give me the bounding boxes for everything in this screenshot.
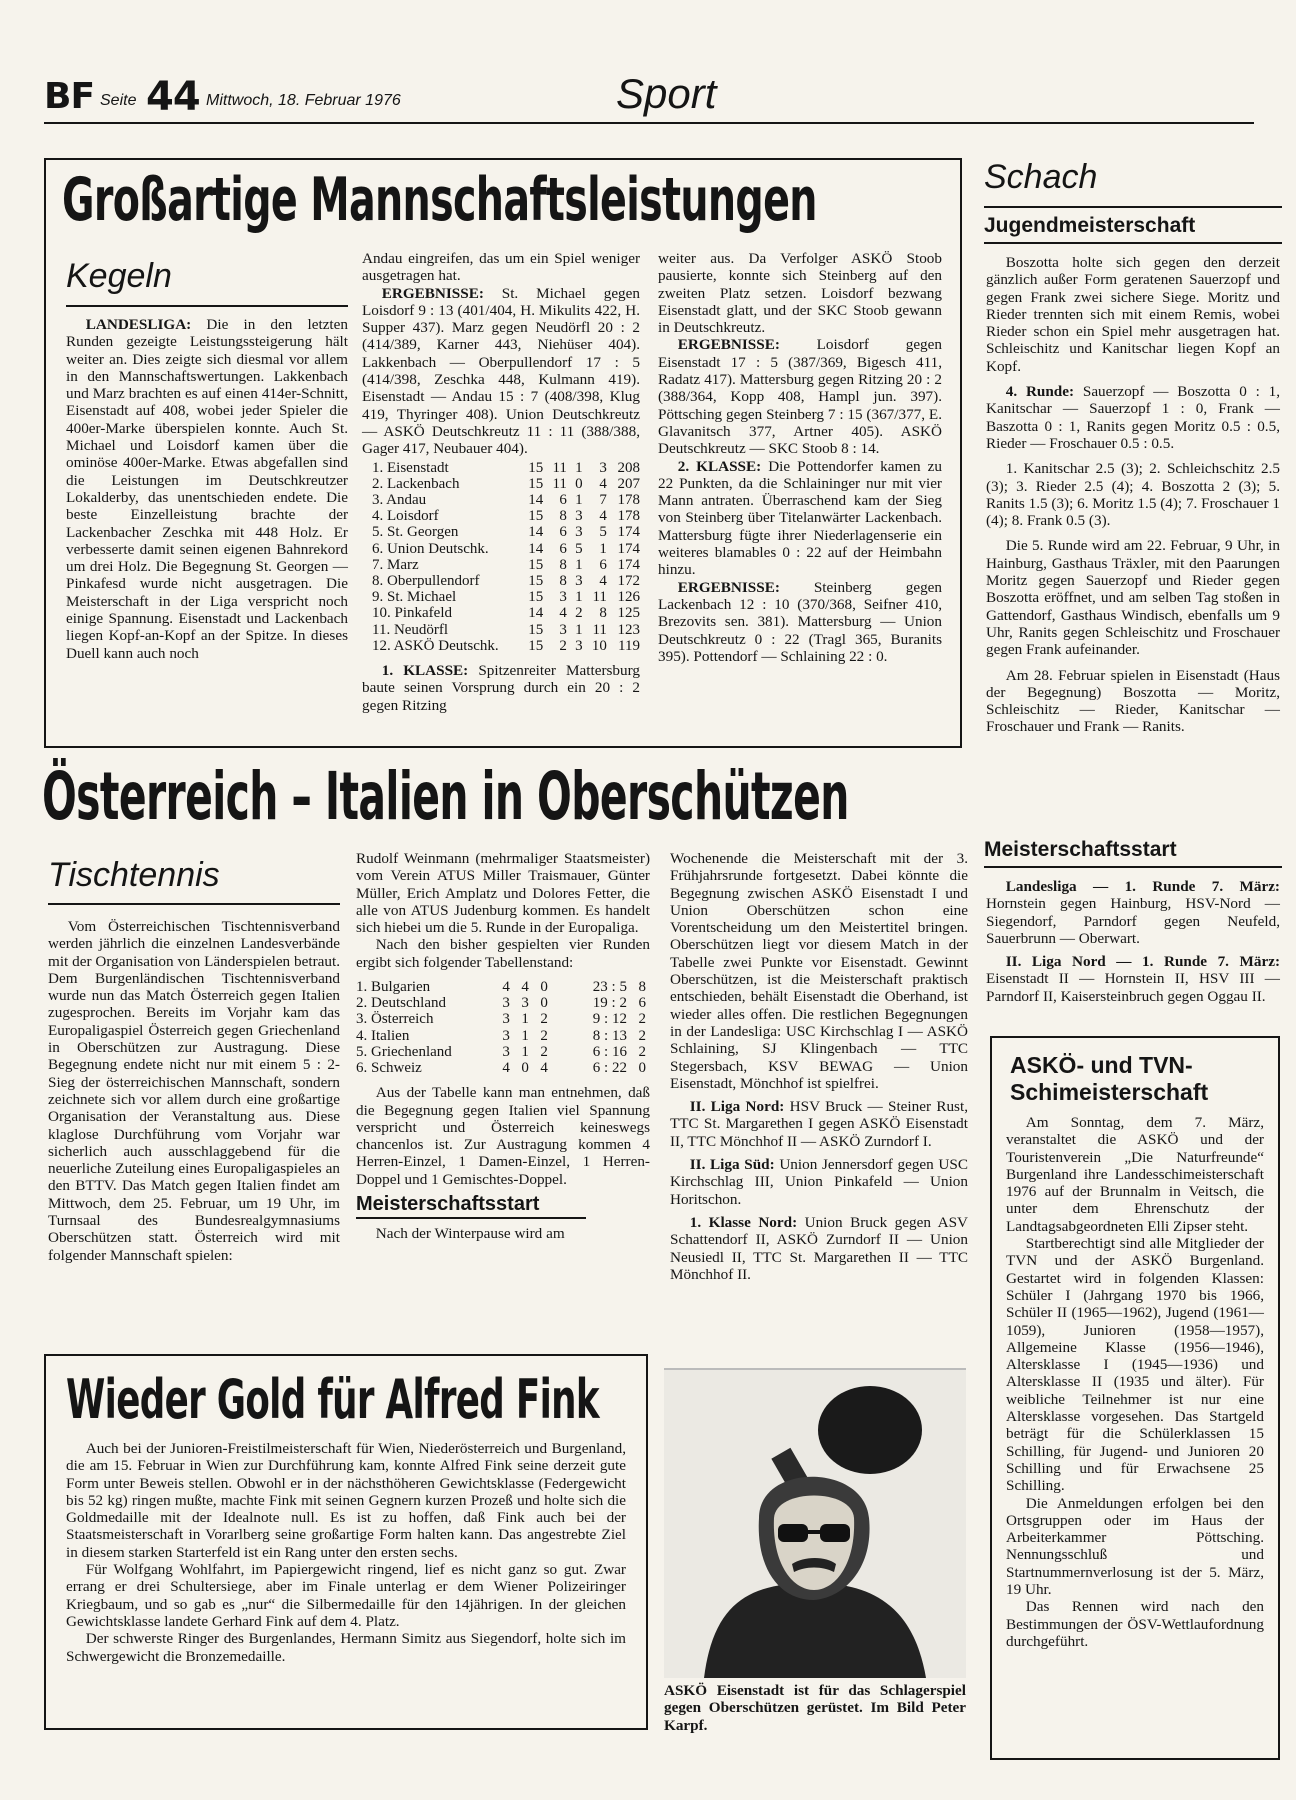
page-number: 44 xyxy=(146,74,200,120)
ergebnisse-lead-1: ERGEBNISSE: xyxy=(381,284,484,302)
tt-col2 xyxy=(356,850,650,1243)
value-cell: 2 xyxy=(540,1011,548,1028)
schach-liga-nord-text: Eisenstadt II — Hornstein II, HSV III — Parndorf II, Kaisersteinbruch gegen Oggau II. xyxy=(986,970,1280,1005)
value-cell: 6 : 22 xyxy=(592,1060,627,1077)
value-cell: 126 xyxy=(617,589,640,606)
value-cell: 23 : 5 xyxy=(592,979,627,996)
team-name-cell: 5. St. Georgen xyxy=(372,524,459,541)
value-cell: 6 xyxy=(559,524,567,541)
value-cell: 14 xyxy=(528,605,544,622)
ski-p3: Die Anmeldungen erfolgen bei den Ortsgruppen oder im Haus der Arbeiterkammer Pöttsching. Nennungsschluß und Startnummernverlosung ist der 5. März, 19 Uhr. xyxy=(1006,1494,1264,1599)
value-cell: 5 xyxy=(599,524,607,541)
value-cell: 4 xyxy=(502,1060,510,1077)
kegeln-col2-intro: Andau eingreifen, das um ein Spiel weniger ausgetragen hat. xyxy=(362,250,640,285)
tt-col1-text: Vom Österreichischen Tischtennisverband werden jährlich die einzelnen Landesverbände mit der Organisation von Länderspielen betraut. Dem Burgenländischen Tischtennisverband wurde nun das Match Österreich gegen Italien zugesprochen. Bereits im Vorjahr kam das Europaligaspiel Österreich gegen Griechenland in Oberschützen zur Austragung. Diese Begegnung endete nicht nur mit einem 5 : 2-Sieg der österreichischen Mannschaft, sondern zeichnete sich vor allem durch eine großartige Organisation der Veranstaltung aus. Diese klaglose Durchführung vom Vorjahr war sicherlich auch ausschlaggebend für die neuerliche Zuteilung eines Europaligaspieles an den BTTV. Das Match gegen Italien findet am Mittwoch, dem 25. Februar, um 19 Uhr, im Turnsaal des Bundesrealgymnasiums Oberschützen statt. Österreich wird mit folgender Mannschaft spielen: xyxy=(48,918,340,1264)
value-cell: 1 xyxy=(575,589,583,606)
value-cell: 3 xyxy=(575,637,583,654)
table-row xyxy=(356,1060,646,1076)
table-row xyxy=(372,638,640,654)
value-cell: 3 xyxy=(575,572,583,589)
value-cell: 174 xyxy=(617,556,640,573)
schach-sub-meisterschaft: Meisterschaftsstart xyxy=(984,838,1177,861)
value-cell: 1 xyxy=(521,1011,529,1028)
value-cell: 178 xyxy=(617,508,640,525)
tt-klasse-nord-text: Union Bruck gegen ASV Schattendorf II, ASKÖ Zurndorf II — Union Neusiedl II, TTC St. Margarethen II — TTC Mönchhof II. xyxy=(670,1213,968,1283)
value-cell: 4 xyxy=(540,1060,548,1077)
ski-headline: ASKÖ- und TVN-Schimeisterschaft xyxy=(1010,1052,1209,1105)
value-cell: 208 xyxy=(617,459,640,476)
value-cell: 8 xyxy=(559,556,567,573)
team-name-cell: 9. St. Michael xyxy=(372,589,457,606)
schach-landesliga-lead: Landesliga — 1. Runde 7. März: xyxy=(1005,878,1280,895)
value-cell: 6 xyxy=(559,540,567,557)
ski-p1: Am Sonntag, dem 7. März, veranstaltet die ASKÖ und der Touristenverein „Die Naturfreunde“ Burgenland ihre Landesschimeisterschaft 1976 auf der Brunnalm in Veitsch, die unter dem Ehrenschutz der Landtagsabgeordneten Elli Zipser steht. xyxy=(1006,1114,1264,1235)
table-row xyxy=(356,995,646,1011)
value-cell: 15 xyxy=(528,621,544,638)
value-cell: 2 xyxy=(638,1043,646,1060)
value-cell: 207 xyxy=(617,475,640,492)
table-row xyxy=(356,1044,646,1060)
value-cell: 11 xyxy=(552,459,567,476)
tt-liga-sued-lead: II. Liga Süd: xyxy=(689,1156,775,1174)
team-name-cell: 11. Neudörfl xyxy=(372,621,449,638)
value-cell: 6 xyxy=(638,995,646,1012)
value-cell: 15 xyxy=(528,508,544,525)
masthead-date: Mittwoch, 18. Februar 1976 xyxy=(206,92,401,109)
fink-headline: Wieder Gold für Alfred Fink xyxy=(66,1368,599,1431)
table-row xyxy=(372,524,640,540)
team-name-cell: 4. Loisdorf xyxy=(372,508,439,525)
tt-liga-sued-text: Union Jennersdorf gegen USC Kirchschlag III, Union Pinkafeld — Union Horitschon. xyxy=(670,1156,968,1208)
kegeln-col3-p1: weiter aus. Da Verfolger ASKÖ Stoob pausierte, konnte sich Steinberg auf den zweiten Platz setzen. Loisdorf bezwang Eisenstadt glatt, und der SKC Stoob gewann in Deutschkreutz. xyxy=(658,250,942,337)
table-row xyxy=(356,1028,646,1044)
table-row xyxy=(372,541,640,557)
tt-col2-p2: Nach den bisher gespielten vier Runden ergibt sich folgender Tabellenstand: xyxy=(356,936,650,971)
tt-col3 xyxy=(670,850,968,1283)
tt-col2-p3: Aus der Tabelle kann man entnehmen, daß die Begegnung gegen Italien viel Spannung verspricht und Österreich keineswegs chancenlos ist. Zur Austragung kommen 4 Herren-Einzel, 1 Damen-Einzel, 1 Herren-Doppel und 1 Gemischtes-Doppel. xyxy=(356,1084,650,1188)
schach-rule-3 xyxy=(984,866,1282,868)
value-cell: 19 : 2 xyxy=(592,995,627,1012)
klasse1-text: Spitzenreiter Mattersburg baute seinen Vorsprung durch ein 20 : 2 gegen Ritzing xyxy=(362,662,640,714)
value-cell: 3 xyxy=(502,1043,510,1060)
value-cell: 3 xyxy=(502,995,510,1012)
team-name-cell: 3. Österreich xyxy=(356,1011,434,1028)
ski-body xyxy=(1006,1114,1264,1650)
value-cell: 2 xyxy=(638,1011,646,1028)
ergebnisse-text-3: Steinberg gegen Lackenbach 12 : 10 (370/368, Seifner 410, Brezovits sen. 381). Mattersburg — Union Deutschkreutz 0 : 22 (Tragl 365, Buranits 395). Pottendorf — Schlaining 22 : 0. xyxy=(658,578,942,665)
team-name-cell: 12. ASKÖ Deutschk. xyxy=(372,637,499,654)
schach-p4: Die 5. Runde wird am 22. Februar, 9 Uhr, in Hainburg, Gasthaus Träxler, mit den Paarungen Moritz gegen Sauerzopf und Rieder gegen Boszotta eröffnet, und am selben Tag stoßen in Gattendorf, Gasthaus Windisch, ebenfalls um 9 Uhr, Ranits gegen Schleischitz und Froschauer gegen Frank aufeinander. xyxy=(986,537,1280,659)
value-cell: 0 xyxy=(575,475,583,492)
value-cell: 7 xyxy=(599,491,607,508)
value-cell: 6 : 16 xyxy=(592,1043,627,1060)
schach-p1: Boszotta holte sich gegen den derzeit gänzlich außer Form geratenen Sauerzopf und gegen Frank zwei sichere Siege. Moritz und Rieder trennten sich mit einem Remis, wobei Rieder schon ein Spiel mehr ausgetragen hat. Schleischitz und Kanitschar liegen Kopf an Kopf. xyxy=(986,254,1280,375)
value-cell: 15 xyxy=(528,637,544,654)
value-cell: 2 xyxy=(638,1027,646,1044)
value-cell: 8 xyxy=(559,508,567,525)
value-cell: 4 xyxy=(521,979,529,996)
value-cell: 4 xyxy=(502,979,510,996)
kegeln-section-title: Kegeln xyxy=(66,257,172,295)
value-cell: 9 : 12 xyxy=(592,1011,627,1028)
value-cell: 178 xyxy=(617,491,640,508)
value-cell: 0 xyxy=(540,995,548,1012)
ergebnisse-text-2: Loisdorf gegen Eisenstadt 17 : 5 (387/369, Bigesch 411, Radatz 417). Mattersburg gegen Ritzing 20 : 2 (388/364, Kopp 408, Hampl jun. 397). Pöttsching gegen Steinberg 7 : 15 (367/377, E. Glavanitsch 377, Artner 405). ASKÖ Deutschkreutz — SKC Stoob 8 : 14. xyxy=(658,336,942,458)
klasse2-lead: 2. KLASSE: xyxy=(677,457,762,475)
value-cell: 4 xyxy=(599,572,607,589)
fink-body xyxy=(66,1440,626,1665)
tt-liga-nord-lead: II. Liga Nord: xyxy=(689,1098,785,1116)
klasse1-lead: 1. KLASSE: xyxy=(381,662,469,679)
table-row xyxy=(372,492,640,508)
tt-liga-nord-text: HSV Bruck — Steiner Rust, TTC St. Margarethen I gegen ASKÖ Eisenstadt II, TTC Mönchhof II — ASKÖ Zurndorf I. xyxy=(670,1098,968,1150)
value-cell: 11 xyxy=(592,589,607,606)
value-cell: 14 xyxy=(528,540,544,557)
team-name-cell: 6. Union Deutschk. xyxy=(372,540,489,557)
value-cell: 4 xyxy=(559,605,567,622)
value-cell: 172 xyxy=(617,572,640,589)
kegeln-col1 xyxy=(66,316,348,662)
tt-section-title: Tischtennis xyxy=(48,856,220,894)
value-cell: 10 xyxy=(591,637,607,654)
team-name-cell: 7. Marz xyxy=(372,556,419,573)
value-cell: 3 xyxy=(575,524,583,541)
value-cell: 14 xyxy=(528,491,544,508)
masthead-rule xyxy=(44,122,1254,124)
masthead-section: Sport xyxy=(616,70,717,117)
schach-runde-lead: 4. Runde: xyxy=(1005,383,1075,401)
tt-table xyxy=(356,979,646,1076)
value-cell: 1 xyxy=(521,1027,529,1044)
value-cell: 4 xyxy=(599,508,607,525)
kegeln-headline: Großartige Mannschaftsleistungen xyxy=(62,165,817,235)
value-cell: 11 xyxy=(592,621,607,638)
table-row xyxy=(372,622,640,638)
table-row xyxy=(372,573,640,589)
schach-liga-nord-lead: II. Liga Nord — 1. Runde 7. März: xyxy=(1005,953,1280,971)
table-row xyxy=(356,979,646,995)
table-row xyxy=(372,460,640,476)
value-cell: 2 xyxy=(540,1043,548,1060)
value-cell: 15 xyxy=(528,556,544,573)
team-name-cell: 2. Deutschland xyxy=(356,995,446,1012)
value-cell: 1 xyxy=(521,1043,529,1060)
value-cell: 8 xyxy=(638,979,646,996)
value-cell: 5 xyxy=(575,540,583,557)
table-row xyxy=(356,1011,646,1027)
value-cell: 3 xyxy=(575,508,583,525)
schach-landesliga-text: Hornstein gegen Hainburg, HSV-Nord — Siegendorf, Parndorf gegen Neufeld, Sauerbrunn — Oberwart. xyxy=(986,895,1280,947)
kegeln-col2 xyxy=(362,250,640,714)
value-cell: 6 xyxy=(599,556,607,573)
team-name-cell: 10. Pinkafeld xyxy=(372,605,452,622)
schach-rule-1 xyxy=(984,206,1282,208)
value-cell: 15 xyxy=(528,572,544,589)
tt-section-rule xyxy=(48,903,340,905)
value-cell: 1 xyxy=(575,491,583,508)
masthead-seite: Seite xyxy=(100,92,137,109)
value-cell: 174 xyxy=(617,540,640,557)
value-cell: 3 xyxy=(559,589,567,606)
value-cell: 14 xyxy=(528,524,544,541)
team-name-cell: 8. Oberpullendorf xyxy=(372,572,480,589)
team-name-cell: 4. Italien xyxy=(356,1027,410,1044)
team-name-cell: 3. Andau xyxy=(372,491,427,508)
klasse2-text: Die Pottendorfer kamen zu 22 Punkten, da die Schlaininger nur mit vier Mann antraten. Überraschend kam der Sieg von Steinberg über Titelanwärter Lackenbach. Mattersburg fügte ihrer Niederlagenserie ein weiteres blamables 0 : 22 auf der Heimbahn hinzu. xyxy=(658,457,942,579)
value-cell: 125 xyxy=(617,605,640,622)
team-name-cell: 2. Lackenbach xyxy=(372,475,460,492)
table-row xyxy=(372,476,640,492)
value-cell: 0 xyxy=(540,979,548,996)
player-photo-illustration xyxy=(664,1368,966,1678)
value-cell: 2 xyxy=(559,637,567,654)
table-row xyxy=(372,589,640,605)
value-cell: 8 : 13 xyxy=(592,1027,627,1044)
tt-klasse-nord-lead: 1. Klasse Nord: xyxy=(689,1213,798,1231)
value-cell: 11 xyxy=(552,475,567,492)
schach-p5: Am 28. Februar spielen in Eisenstadt (Haus der Begegnung) Boszotta — Moritz, Schleischitz — Rieder, Kanitschar — Froschauer und Frank — Ranits. xyxy=(986,666,1280,736)
value-cell: 2 xyxy=(575,605,583,622)
table-row xyxy=(372,605,640,621)
masthead-logo: BF xyxy=(44,76,95,117)
value-cell: 8 xyxy=(559,572,567,589)
schach-p3: 1. Kanitschar 2.5 (3); 2. Schleichschitz 2.5 (3); 3. Rieder 2.5 (4); 4. Boszotta 2 (3); 5. Ranits 1.5 (3); 6. Moritz 1.5 (4); 7. Froschauer 1 (4); 8. Frank 0.5 (3). xyxy=(986,460,1280,530)
fink-p3: Der schwerste Ringer des Burgenlandes, Hermann Simitz aus Siegendorf, holte sich im Schwergewicht die Bronzemedaille. xyxy=(66,1630,626,1665)
value-cell: 6 xyxy=(559,491,567,508)
schach-rule-2 xyxy=(984,242,1282,244)
team-name-cell: 5. Griechenland xyxy=(356,1043,452,1060)
ski-p4: Das Rennen wird nach den Bestimmungen der ÖSV-Wettlaufordnung durchgeführt. xyxy=(1006,1598,1264,1650)
photo-caption-text: ASKÖ Eisenstadt ist für das Schlagerspiel gegen Oberschützen gerüstet. Im Bild Peter Karpf. xyxy=(664,1682,966,1734)
team-name-cell: 1. Eisenstadt xyxy=(372,459,449,476)
table-row xyxy=(372,508,640,524)
value-cell: 15 xyxy=(528,589,544,606)
schach-body-1 xyxy=(986,254,1280,736)
value-cell: 3 xyxy=(502,1011,510,1028)
fink-p1: Auch bei der Junioren-Freistilmeisterschaft für Wien, Niederösterreich und Burgenland, die am 15. Februar in Wien zur Durchführung kam, konnte Alfred Fink seine derzeit gute Form unter Beweis stellen. Obwohl er in der nächsthöheren Gewichtsklasse (Federgewicht bis 52 kg) ringen mußte, machte Fink mit seinen Gegnern kurzen Prozeß und holte sich die Goldmedaille mit der Idealnote null. Es ist zu hoffen, daß Fink auch bei der Staatsmeisterschaft in Vorarlberg seine großartige Form halten kann. Das angestrebte Ziel in diesem starken Starterfeld ist ein Rang unter den ersten sechs. xyxy=(66,1440,626,1561)
ski-p2: Startberechtigt sind alle Mitglieder der TVN und der ASKÖ Burgenland. Gestartet wird in folgenden Klassen: Schüler I (Jahrgang 1970 bis 1966, Schüler II (1965—1962), Jugend (1961—1059), Junioren (1958—1957), Allgemeine Klasse (1956—1946), Altersklasse I (1945—1936) und Altersklasse II (1935 und älter). Für weibliche Teilnehmer ist nur eine Altersklasse vorgesehen. Das Startgeld beträgt für die Schülerklassen 15 Schilling, für Jugend- und Junioren 20 Schilling und für Erwachsene 25 Schilling. xyxy=(1006,1235,1264,1495)
schach-body-2 xyxy=(986,878,1280,1005)
team-name-cell: 6. Schweiz xyxy=(356,1060,422,1077)
ergebnisse-lead-3: ERGEBNISSE: xyxy=(677,578,780,596)
value-cell: 174 xyxy=(617,524,640,541)
value-cell: 0 xyxy=(521,1060,529,1077)
value-cell: 3 xyxy=(502,1027,510,1044)
kegeln-section-rule xyxy=(66,305,348,307)
value-cell: 1 xyxy=(575,556,583,573)
ergebnisse-lead-2: ERGEBNISSE: xyxy=(677,336,780,354)
kegeln-col3 xyxy=(658,250,942,665)
value-cell: 8 xyxy=(599,605,607,622)
schach-runde-text: Sauerzopf — Boszotta 0 : 1, Kanitschar — Sauerzopf 1 : 0, Frank — Baszotta 0 : 1, Ranits gegen Moritz 0.5 : 0.5, Rieder — Froschauer 0.5 : 0.5. xyxy=(986,383,1281,452)
value-cell: 3 xyxy=(559,621,567,638)
fink-p2: Für Wolfgang Wohlfahrt, im Papiergewicht ringend, lief es nicht ganz so gut. Zwar errang er drei Schultersiege, aber im Finale unterlag er dem Wiener Polizeiringer Kriegbaum, und so gab es „nur“ die Silbermedaille für den 14jährigen. In der gleichen Gewichtsklasse landete Gerhard Fink auf dem 4. Platz. xyxy=(66,1561,626,1630)
tt-sub-meisterschaftsstart: Meisterschaftsstart xyxy=(356,1193,540,1216)
schach-section-title: Schach xyxy=(984,158,1098,196)
value-cell: 3 xyxy=(599,459,607,476)
schach-sub-jugend: Jugendmeisterschaft xyxy=(984,214,1196,237)
value-cell: 15 xyxy=(528,459,544,476)
landesliga-text: Die in den letzten Runden gezeigte Leistungssteigerung hält weiter an. Dies zeigte sich diesmal vor allem in den Mannschaftswertungen. Lakkenbach und Marz brachten es auf einen 414er-Schnitt, Eisenstadt auf 408, wobei jeder Spieler die 400er-Marke überspielen konnte. Auch St. Michael und Loisdorf kamen über die ominöse 400er-Marke. Etwas abgefallen sind die Leistungen im Deutschkreutzer Lokalderby, das unentschieden endete. Die beste Einzelleistung brachte der Lackenbacher Zeschka mit 448 Holz. Er verbesserte damit seinen eigenen Bahnrekord um drei Holz. Die Begegnung St. Georgen — Pinkafesd wurde nicht ausgetragen. Die Meisterschaft in der Liga verspricht noch einige Spannung. Eisenstadt und Lackenbach liegen Kopf-an-Kopf an der Spitze. In dieses Duell kann auch noch xyxy=(66,316,348,662)
landesliga-lead: LANDESLIGA: xyxy=(85,316,192,333)
team-name-cell: 1. Bulgarien xyxy=(356,979,431,996)
tt-headline: Österreich – Italien in Oberschützen xyxy=(42,758,849,835)
value-cell: 3 xyxy=(521,995,529,1012)
player-photo xyxy=(664,1368,966,1678)
value-cell: 1 xyxy=(575,621,583,638)
kegeln-standings xyxy=(372,460,640,654)
tt-col2-p1: Rudolf Weinmann (mehrmaliger Staatsmeister) vom Verein ATUS Miller Traismauer, Günter Müller, Erich Amplatz und Dolores Fetter, die alle von ATUS Judenburg kommen. Es handelt sich hiebei um die 5. Runde in der Europaliga. xyxy=(356,850,650,937)
tt-sub-rule xyxy=(356,1217,586,1219)
value-cell: 0 xyxy=(638,1060,646,1077)
table-row xyxy=(372,557,640,573)
value-cell: 119 xyxy=(618,637,640,654)
value-cell: 123 xyxy=(617,621,640,638)
value-cell: 4 xyxy=(599,475,607,492)
photo-caption xyxy=(664,1682,966,1734)
value-cell: 2 xyxy=(540,1027,548,1044)
ergebnisse-text-1: St. Michael gegen Loisdorf 9 : 13 (401/404, H. Mikulits 422, H. Supper 437). Marz gegen Neudörfl 20 : 2 (414/389, Karner 443, Niehüser 404). Lakkenbach — Oberpullendorf 17 : 5 (414/398, Zeschka 448, Kulmann 419). Eisenstadt — Andau 15 : 7 (408/398, Klug 419, Thyringer 408). Union Deutschkreutz — ASKÖ Deutschkreutz 11 : 11 (388/388, Gager 417, Neubauer 404). xyxy=(362,284,640,458)
tt-col2-p4: Nach der Winterpause wird am xyxy=(375,1225,565,1243)
value-cell: 1 xyxy=(575,459,583,476)
value-cell: 1 xyxy=(599,540,607,557)
tt-col1 xyxy=(48,918,340,1264)
masthead xyxy=(44,70,1254,122)
tt-col3-p1: Wochenende die Meisterschaft mit der 3. Frühjahrsrunde fortgesetzt. Dabei könnte die Begegnung zwischen ASKÖ Eisenstadt I und Union Oberschützen schon eine Vorentscheidung um den Meistertitel bringen. Oberschützen liegt vor diesem Match in der Tabelle zwei Punkte vor Eisenstadt. Gewinnt Oberschützen, ist die Meisterschaft praktisch entschieden, behält Eisenstadt die Oberhand, ist wieder alles offen. Die restlichen Begegnungen in der Landesliga: USC Kirchschlag I — ASKÖ Schlaining, SJ Klingenbach — TTC Stegersbach, KSV BEWAG — Union Eisenstadt, Mönchhof ist spielfrei. xyxy=(670,850,968,1092)
value-cell: 15 xyxy=(528,475,544,492)
